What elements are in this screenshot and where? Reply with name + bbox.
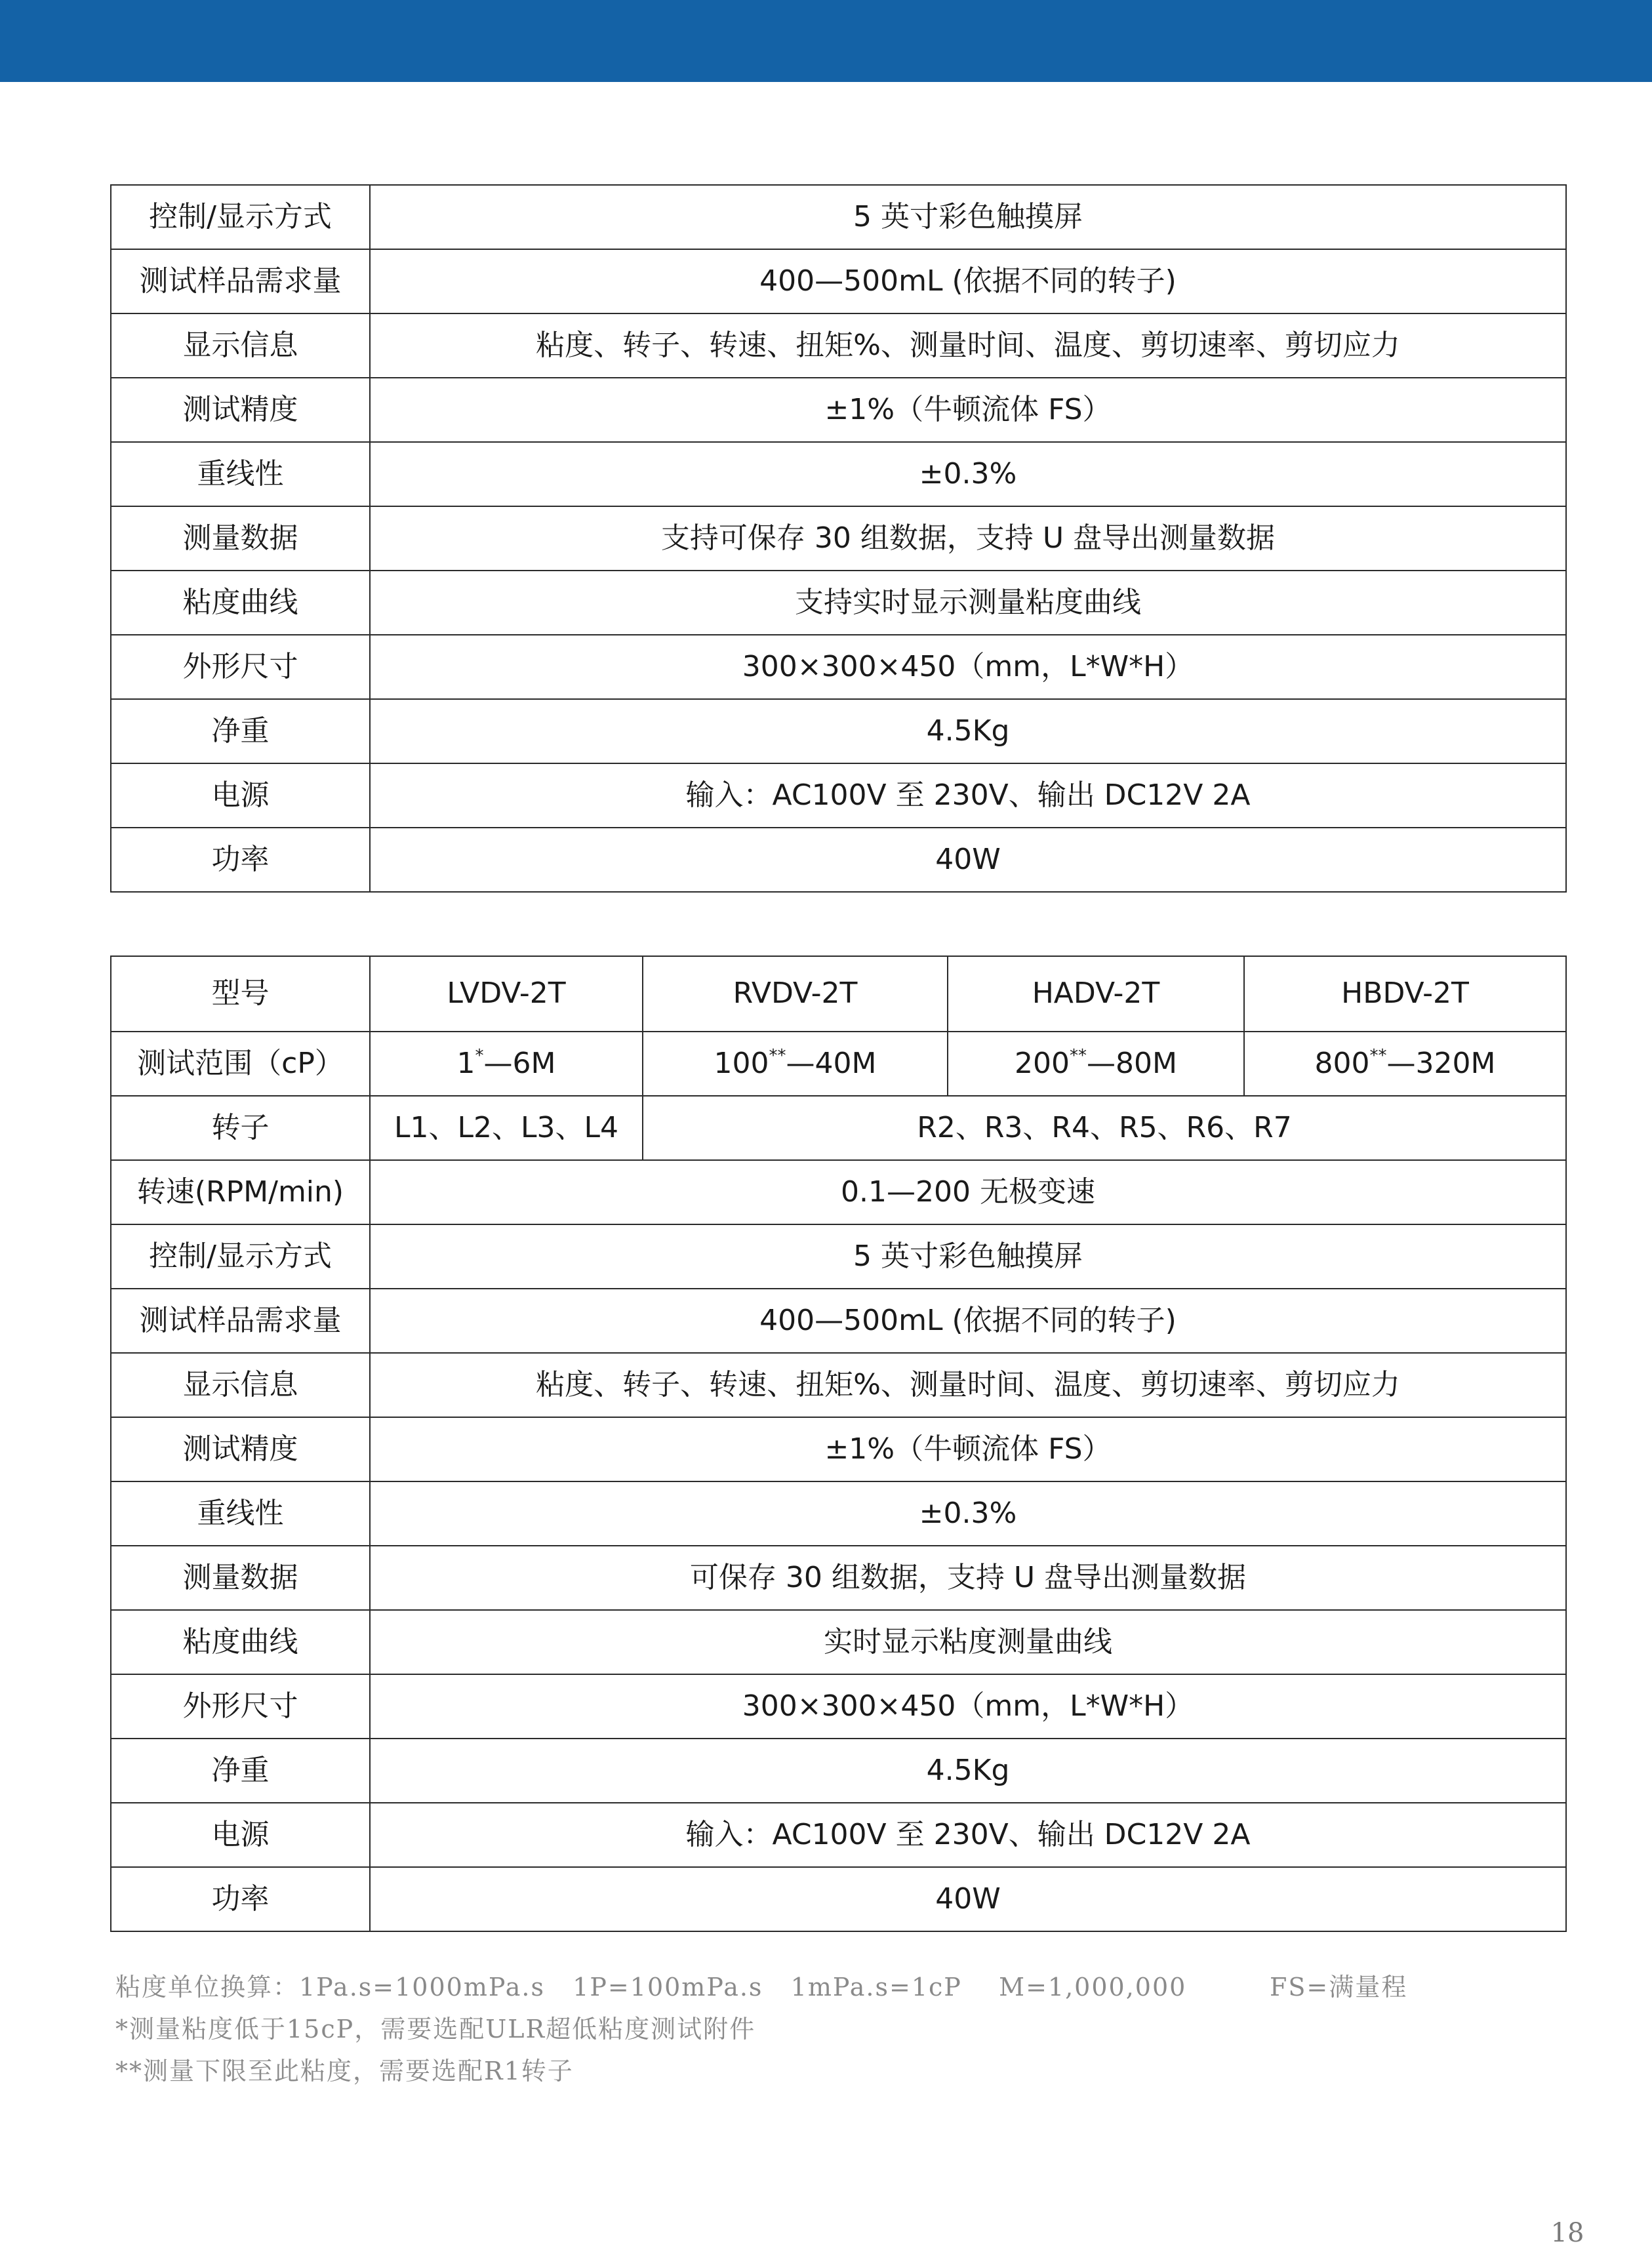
row-label: 测试样品需求量	[111, 249, 370, 313]
model-label: 型号	[111, 956, 370, 1032]
table-row	[111, 828, 1566, 892]
table-row	[111, 1224, 1566, 1289]
row-label: 粘度曲线	[111, 571, 370, 635]
row-label: 电源	[111, 1803, 370, 1867]
row-value: 输入：AC100V 至 230V、输出 DC12V 2A	[370, 1803, 1566, 1867]
table-row	[111, 763, 1566, 828]
row-label: 净重	[111, 699, 370, 763]
row-value: 40W	[370, 828, 1566, 892]
row-value: 支持实时显示测量粘度曲线	[370, 571, 1566, 635]
low-viscosity-note: *测量粘度低于15cP，需要选配ULR超低粘度测试附件	[115, 2015, 756, 2043]
row-label: 显示信息	[111, 1353, 370, 1417]
row-label: 外形尺寸	[111, 1674, 370, 1739]
row-label: 测试样品需求量	[111, 1289, 370, 1353]
row-value: 300×300×450（mm，L*W*H）	[370, 1674, 1566, 1739]
row-value: 40W	[370, 1867, 1566, 1931]
table-row	[111, 1289, 1566, 1353]
row-value: 可保存 30 组数据，支持 U 盘导出测量数据	[370, 1546, 1566, 1610]
rotor-label: 转子	[111, 1096, 370, 1160]
table-row	[111, 571, 1566, 635]
row-value: ±0.3%	[370, 442, 1566, 506]
row-value: 400—500mL (依据不同的转子)	[370, 1289, 1566, 1353]
row-value: 实时显示粘度测量曲线	[370, 1610, 1566, 1674]
table-row	[111, 1610, 1566, 1674]
table-row	[111, 442, 1566, 506]
row-label: 功率	[111, 1867, 370, 1931]
row-label: 转速(RPM/min)	[111, 1160, 370, 1224]
table-row	[111, 378, 1566, 442]
rotor-lvdv: L1、L2、L3、L4	[370, 1096, 643, 1160]
table-row	[111, 1739, 1566, 1803]
table-row	[111, 313, 1566, 378]
model-hadv: HADV-2T	[948, 956, 1244, 1032]
table-row	[111, 1417, 1566, 1481]
table-row	[111, 699, 1566, 763]
row-label: 净重	[111, 1739, 370, 1803]
table-row	[111, 1674, 1566, 1739]
row-value: 400—500mL (依据不同的转子)	[370, 249, 1566, 313]
row-label: 控制/显示方式	[111, 1224, 370, 1289]
row-value: 4.5Kg	[370, 1739, 1566, 1803]
row-value: ±1%（牛顿流体 FS）	[370, 1417, 1566, 1481]
row-value: 300×300×450（mm，L*W*H）	[370, 635, 1566, 699]
rotor-row	[111, 1096, 1566, 1160]
row-label: 测量数据	[111, 1546, 370, 1610]
table-row	[111, 506, 1566, 571]
model-hbdv: HBDV-2T	[1244, 956, 1566, 1032]
header-band	[0, 0, 1652, 82]
lower-limit-note: **测量下限至此粘度，需要选配R1转子	[115, 2057, 574, 2085]
row-value: 5 英寸彩色触摸屏	[370, 1224, 1566, 1289]
row-label: 重线性	[111, 442, 370, 506]
table-row	[111, 1803, 1566, 1867]
table-row	[111, 1353, 1566, 1417]
table-row	[111, 1546, 1566, 1610]
row-label: 粘度曲线	[111, 1610, 370, 1674]
footnotes	[115, 1966, 1558, 2092]
table-row	[111, 1160, 1566, 1224]
rotor-others: R2、R3、R4、R5、R6、R7	[643, 1096, 1566, 1160]
range-row	[111, 1032, 1566, 1096]
table-row	[111, 1481, 1566, 1546]
row-label: 测试精度	[111, 1417, 370, 1481]
model-lvdv: LVDV-2T	[370, 956, 643, 1032]
unit-conversion-note: 粘度单位换算：1Pa.s=1000mPa.s 1P=100mPa.s 1mPa.s=1cP M=1,000,000 FS=满量程	[115, 1973, 1408, 2002]
model-rvdv: RVDV-2T	[643, 956, 948, 1032]
row-value: 粘度、转子、转速、扭矩%、测量时间、温度、剪切速率、剪切应力	[370, 313, 1566, 378]
range-label: 测试范围（cP）	[111, 1032, 370, 1096]
row-value: 支持可保存 30 组数据，支持 U 盘导出测量数据	[370, 506, 1566, 571]
row-label: 显示信息	[111, 313, 370, 378]
table-row	[111, 249, 1566, 313]
table-row	[111, 185, 1566, 249]
page-number: 18	[1550, 2218, 1584, 2248]
range-hbdv: 800**—320M	[1244, 1032, 1566, 1096]
row-value: 5 英寸彩色触摸屏	[370, 185, 1566, 249]
row-value: 0.1—200 无极变速	[370, 1160, 1566, 1224]
range-rvdv: 100**—40M	[643, 1032, 948, 1096]
row-value: 粘度、转子、转速、扭矩%、测量时间、温度、剪切速率、剪切应力	[370, 1353, 1566, 1417]
row-label: 控制/显示方式	[111, 185, 370, 249]
row-label: 功率	[111, 828, 370, 892]
spec-table-2	[110, 956, 1567, 1932]
row-label: 测量数据	[111, 506, 370, 571]
range-hadv: 200**—80M	[948, 1032, 1244, 1096]
table-row	[111, 1867, 1566, 1931]
row-value: 4.5Kg	[370, 699, 1566, 763]
row-label: 测试精度	[111, 378, 370, 442]
spec-table-1	[110, 184, 1567, 893]
range-lvdv: 1*—6M	[370, 1032, 643, 1096]
row-label: 电源	[111, 763, 370, 828]
row-value: 输入：AC100V 至 230V、输出 DC12V 2A	[370, 763, 1566, 828]
model-row	[111, 956, 1566, 1032]
row-value: ±1%（牛顿流体 FS）	[370, 378, 1566, 442]
row-label: 重线性	[111, 1481, 370, 1546]
row-value: ±0.3%	[370, 1481, 1566, 1546]
row-label: 外形尺寸	[111, 635, 370, 699]
table-row	[111, 635, 1566, 699]
